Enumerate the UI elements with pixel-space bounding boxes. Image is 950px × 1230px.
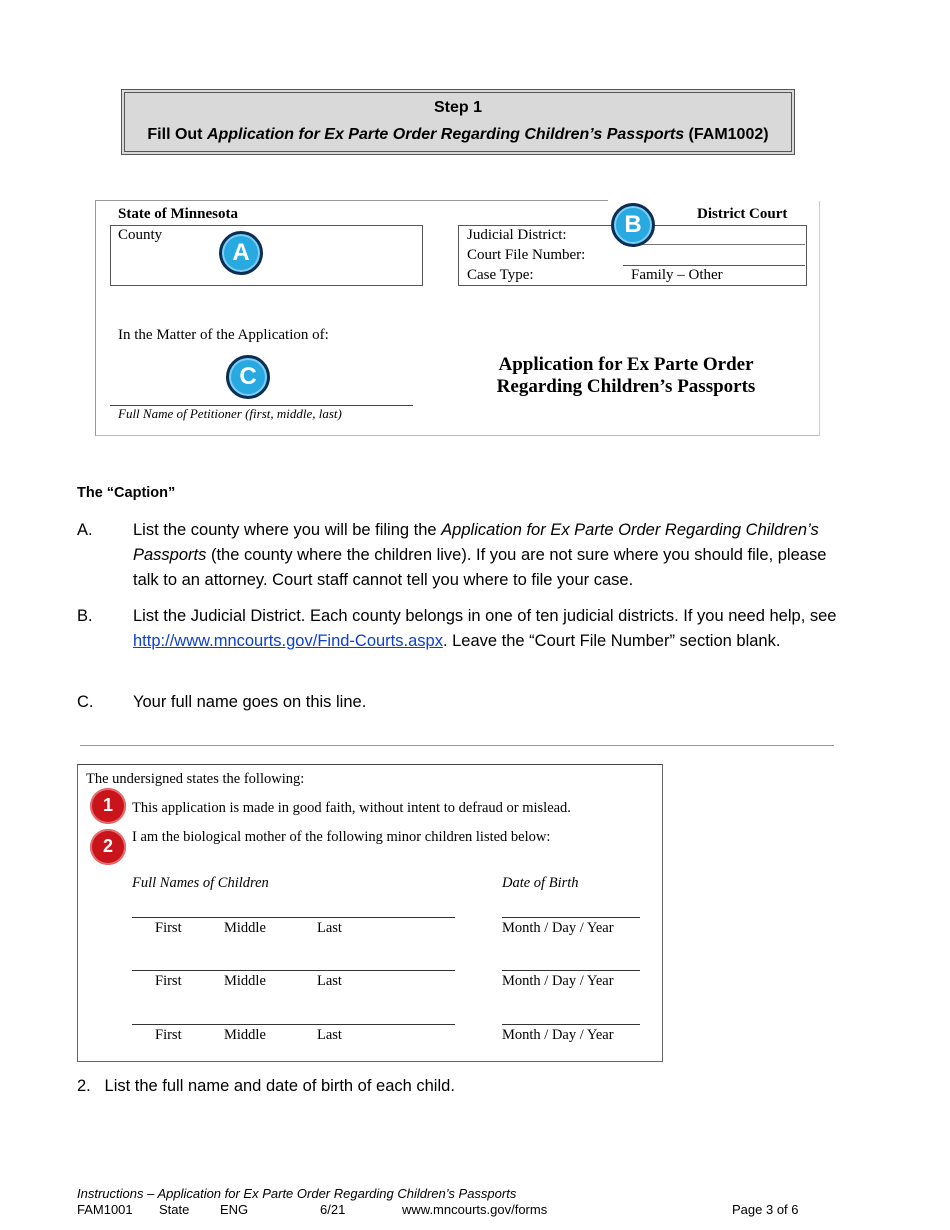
instruction-a-text: List the county where you will be filing the Application for Ex Parte Order Regarding Children’s Passports (the county where the children live). If you are not sure where you should file, please talk to an attorney. Court staff cannot tell you where to file your case. — [133, 521, 827, 589]
footer-title: Instructions – Application for Ex Parte Order Regarding Children’s Passports — [77, 1186, 517, 1201]
district-court-label: District Court — [697, 206, 788, 222]
badge-2-icon: 2 — [90, 829, 126, 865]
step-form-code: (FAM1002) — [684, 126, 769, 143]
note-2: 2. List the full name and date of birth of each child. — [77, 1077, 455, 1095]
row2-dob: Month / Day / Year — [502, 973, 614, 989]
badge-a-icon: A — [219, 231, 263, 275]
step-prefix: Fill Out — [147, 126, 207, 143]
row1-first: First — [155, 920, 182, 936]
badge-b-icon: B — [611, 203, 655, 247]
instruction-b-label: B. — [77, 607, 93, 625]
judicial-district-label: Judicial District: — [467, 227, 567, 243]
row1-last: Last — [317, 920, 342, 936]
court-file-number-label: Court File Number: — [467, 247, 586, 263]
instruction-c-label: C. — [77, 693, 94, 711]
case-type-value: Family – Other — [631, 267, 723, 283]
badge-1-icon: 1 — [90, 788, 126, 824]
step-title: Step 1 — [433, 99, 482, 116]
footer-form-id: FAM1001 — [77, 1202, 133, 1217]
step-header-box — [121, 89, 795, 155]
form2-item2: I am the biological mother of the following minor children listed below: — [132, 829, 551, 845]
doc-title-line2: Regarding Children’s Passports — [496, 376, 756, 397]
row2-last: Last — [317, 973, 342, 989]
footer-lang: ENG — [220, 1202, 249, 1217]
section-divider — [80, 745, 834, 746]
row1-dob: Month / Day / Year — [502, 920, 614, 936]
step-form-title: Application for Ex Parte Order Regarding Children’s Passports — [206, 126, 685, 143]
caption-heading: The “Caption” — [77, 485, 176, 501]
find-courts-link[interactable]: http://www.mncourts.gov/Find-Courts.aspx — [133, 632, 443, 650]
step-subtitle — [122, 126, 794, 144]
instruction-b-text: List the Judicial District. Each county belongs in one of ten judicial districts. If you need help, see http://www.mncourts.gov/Find-Courts.aspx. Leave the “Court File Number” section blank. — [133, 607, 837, 650]
row3-last: Last — [317, 1027, 342, 1043]
badge-c-icon: C — [226, 355, 270, 399]
row3-first: First — [155, 1027, 182, 1043]
footer-url: www.mncourts.gov/forms — [402, 1202, 548, 1217]
row1-middle: Middle — [224, 920, 266, 936]
county-label: County — [118, 227, 163, 243]
form2-item1: This application is made in good faith, without intent to defraud or mislead. — [132, 800, 571, 816]
petitioner-label: Full Name of Petitioner (first, middle, last) — [118, 406, 342, 421]
instruction-c-text: Your full name goes on this line. — [133, 693, 367, 711]
footer-date: 6/21 — [320, 1202, 346, 1217]
state-label: State of Minnesota — [118, 206, 238, 222]
footer-page: Page 3 of 6 — [732, 1202, 799, 1217]
col-dob-header: Date of Birth — [502, 875, 579, 891]
footer-scope: State — [159, 1202, 190, 1217]
doc-title-line1: Application for Ex Parte Order — [498, 354, 754, 375]
case-type-label: Case Type: — [467, 267, 534, 283]
row2-first: First — [155, 973, 182, 989]
instruction-a-label: A. — [77, 521, 93, 539]
row3-middle: Middle — [224, 1027, 266, 1043]
row3-dob: Month / Day / Year — [502, 1027, 614, 1043]
form2-intro: The undersigned states the following: — [86, 771, 305, 787]
row2-middle: Middle — [224, 973, 266, 989]
matter-of-label: In the Matter of the Application of: — [118, 327, 329, 343]
col-names-header: Full Names of Children — [132, 875, 269, 891]
